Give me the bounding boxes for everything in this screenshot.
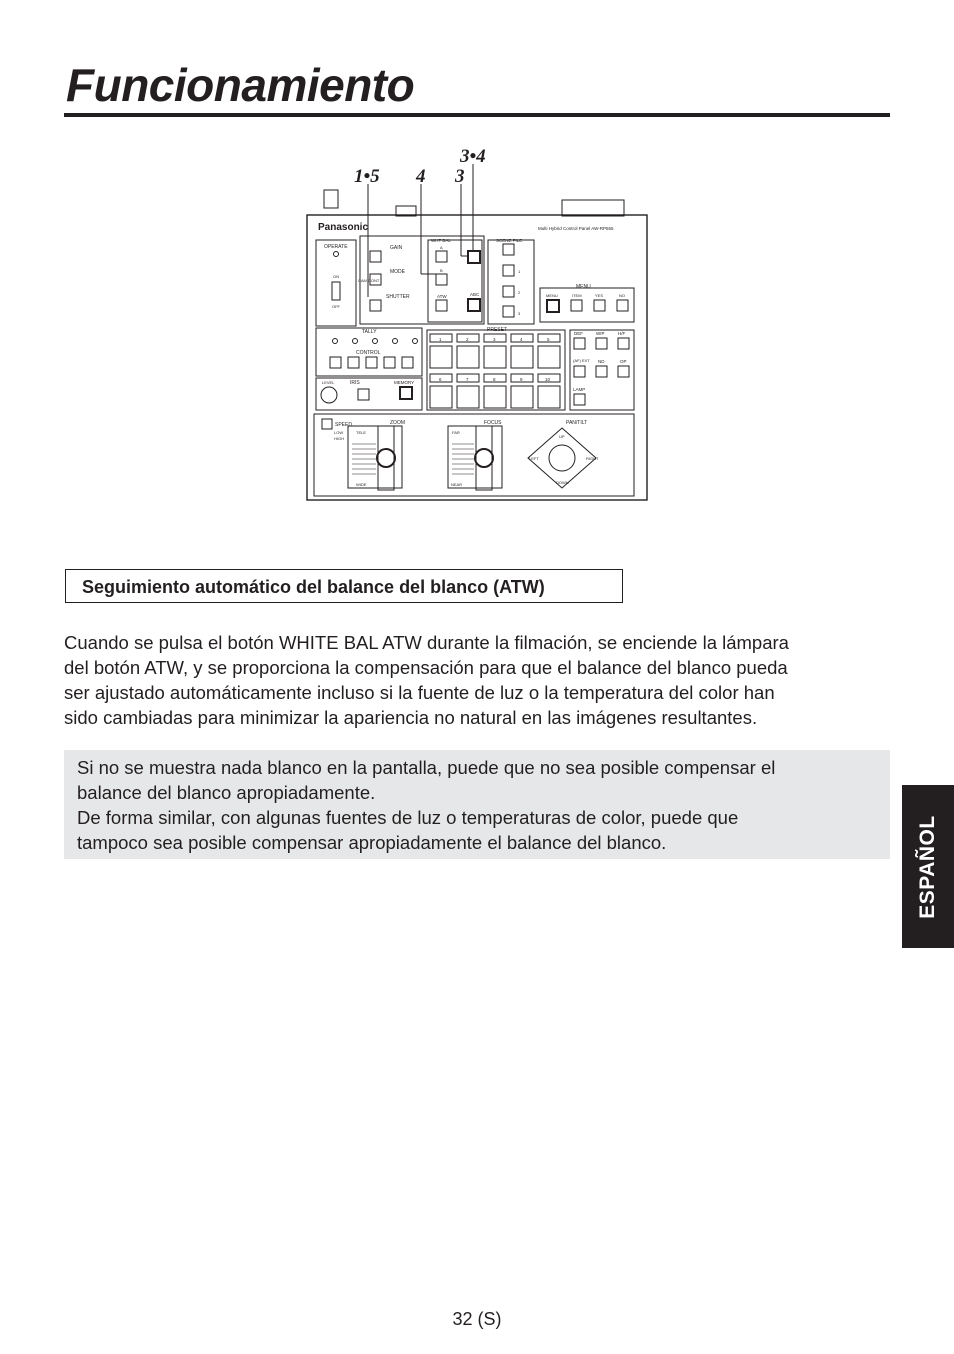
label-preset-6: 6 — [439, 377, 442, 382]
label-preset-7: 7 — [466, 377, 469, 382]
label-right: RIGHT — [586, 456, 599, 461]
label-no: NO — [619, 293, 625, 298]
label-tally: TALLY — [362, 329, 377, 335]
label-low: LOW — [334, 430, 344, 435]
label-zoom: ZOOM — [390, 420, 405, 426]
callout-1-5: 1•5 — [354, 166, 380, 187]
label-hf: H/F — [618, 331, 626, 336]
label-preset-10: 10 — [545, 377, 551, 382]
label-cam-cont: CAM CONT — [358, 278, 380, 283]
note-box — [64, 750, 890, 859]
page-title: Funcionamiento — [66, 59, 415, 111]
label-op: OP — [620, 359, 627, 364]
callout-3: 3 — [455, 166, 465, 187]
label-near: NEAR — [451, 482, 463, 487]
label-menu-group: MENU — [576, 284, 591, 290]
body-paragraph — [64, 630, 894, 730]
language-tab — [902, 785, 954, 948]
label-preset-4: 4 — [520, 337, 523, 342]
panel-connector-left — [324, 190, 338, 208]
title-rule — [64, 113, 890, 117]
label-af-ext: (AF) EXT — [573, 358, 590, 363]
label-item: ITEM — [572, 293, 582, 298]
body-line: sido cambiadas para minimizar la apariencia no natural en las imágenes resultantes. — [64, 707, 758, 728]
label-up: UP — [559, 434, 565, 439]
panel-connector-right — [562, 200, 624, 216]
body-line: ser ajustado automáticamente incluso si la fuente de luz o la temperatura del color han — [64, 682, 775, 703]
body-line: Cuando se pulsa el botón WHITE BAL ATW durante la filmación, se enciende la lámpara — [64, 632, 789, 653]
label-scene-file: SCENE FILE — [496, 238, 523, 243]
label-yes: YES — [595, 293, 604, 298]
note-line: Si no se muestra nada blanco en la pantalla, puede que no sea posible compensar el — [77, 757, 776, 778]
label-speed: SPEED — [335, 422, 352, 428]
panel-brand: Panasonic — [318, 222, 369, 233]
label-menu: MENU — [546, 293, 558, 298]
label-scene-3: 3 — [518, 311, 521, 316]
label-preset: PRESET — [487, 327, 508, 333]
label-white-bal: WHT BAL — [431, 238, 451, 243]
label-lamp: LAMP — [573, 387, 586, 392]
label-abc: ABC — [470, 292, 480, 297]
section-heading: Seguimiento automático del balance del blanco (ATW) — [82, 577, 545, 597]
label-memory: MEMORY — [394, 380, 415, 385]
note-line: De forma similar, con algunas fuentes de luz o temperaturas de color, puede que — [77, 807, 739, 828]
note-line: balance del blanco apropiadamente. — [77, 782, 376, 803]
label-far: FAR — [452, 430, 460, 435]
label-wide: WIDE — [356, 482, 367, 487]
label-a: A — [440, 245, 443, 250]
label-gain: GAIN — [390, 245, 403, 251]
label-atw: ATW — [437, 294, 447, 299]
label-control: CONTROL — [356, 350, 381, 356]
label-scene-2: 2 — [518, 290, 521, 295]
label-tele: TELE — [356, 430, 367, 435]
label-pan-tilt: PAN/TILT — [566, 420, 588, 426]
panel-model: Multi Hybrid Control Panel AW-RP555 — [538, 226, 614, 231]
label-nd: ND — [598, 359, 605, 364]
label-operate: OPERATE — [324, 244, 348, 250]
label-preset-3: 3 — [493, 337, 496, 342]
label-preset-1: 1 — [439, 337, 442, 342]
language-label: ESPAÑOL — [916, 815, 939, 919]
label-preset-8: 8 — [493, 377, 496, 382]
callout-4: 4 — [416, 166, 426, 187]
label-left: LEFT — [529, 456, 539, 461]
callout-3-4: 3•4 — [460, 146, 486, 167]
label-wip: WIP — [596, 331, 605, 336]
label-focus: FOCUS — [484, 420, 502, 426]
label-preset-9: 9 — [520, 377, 523, 382]
label-preset-2: 2 — [466, 337, 469, 342]
label-down: DOWN — [556, 480, 569, 485]
label-b: B — [440, 268, 443, 273]
control-panel-diagram — [300, 140, 660, 510]
label-on: ON — [333, 274, 339, 279]
page-number: 32 (S) — [452, 1309, 502, 1329]
label-mode: MODE — [390, 269, 405, 275]
note-text — [77, 755, 775, 855]
label-def: DEF — [574, 331, 583, 336]
label-scene-1: 1 — [518, 269, 521, 274]
label-preset-5: 5 — [547, 337, 550, 342]
section-heading-box — [65, 569, 623, 603]
note-line: tampoco sea posible compensar apropiadamente el balance del blanco. — [77, 832, 667, 853]
body-line: del botón ATW, y se proporciona la compensación para que el balance del blanco pueda — [64, 657, 788, 678]
label-high: HIGH — [334, 436, 344, 441]
label-off: OFF — [332, 304, 340, 309]
label-level: LEVEL — [322, 380, 335, 385]
label-iris: IRIS — [350, 380, 360, 386]
label-shutter: SHUTTER — [386, 294, 410, 300]
